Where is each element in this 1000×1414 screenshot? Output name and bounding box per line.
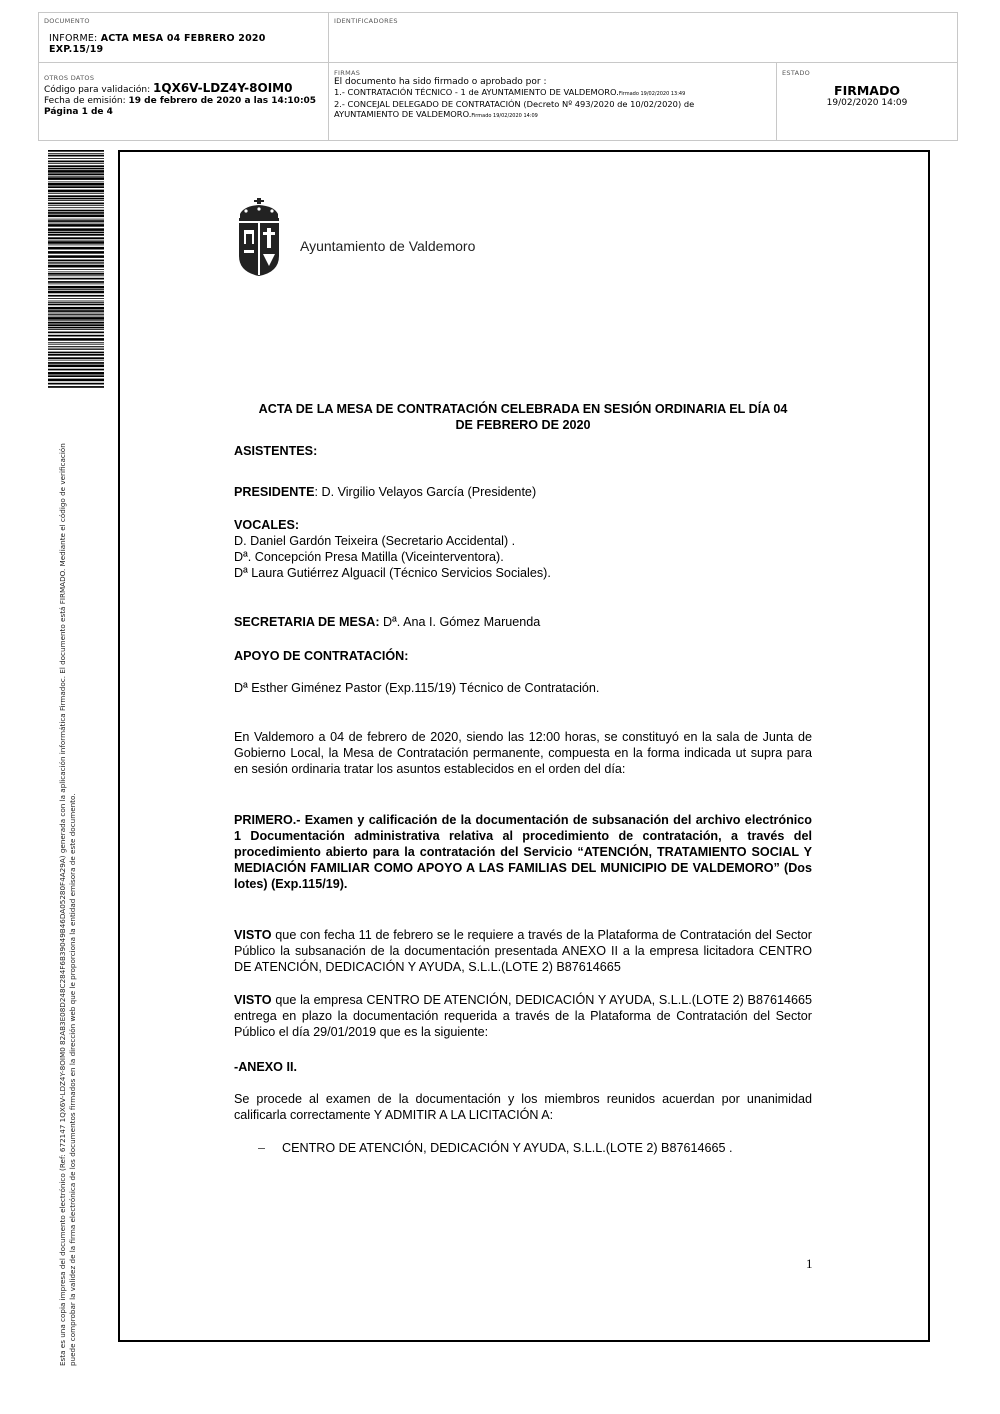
- barcode-bar: [48, 155, 104, 157]
- barcode-bar: [48, 314, 104, 315]
- title-line-2: DE FEBRERO DE 2020: [455, 418, 591, 432]
- documento-cell: [39, 13, 329, 63]
- barcode-bar: [48, 375, 104, 377]
- barcode-bar: [48, 200, 104, 201]
- barcode-bar: [48, 215, 104, 218]
- barcode-bar: [48, 379, 104, 382]
- visto-text-1: que con fecha 11 de febrero se le requiere a través de la Plataforma de Contratación del Sector Público la subsanación de la documentación presentada ANEXO II a la empresa licitadora CENTRO DE ATENCIÓN, DEDICACIÓN Y AYUDA, S.L.L.(LOTE 2) B87614665: [234, 928, 812, 974]
- firma-1-stamp: Firmado 19/02/2020 13:49: [618, 91, 686, 97]
- barcode-bar: [48, 272, 104, 273]
- barcode-bar: [48, 224, 104, 227]
- barcode-bar: [48, 304, 104, 306]
- barcode-bar: [48, 186, 104, 188]
- barcode-bar: [48, 275, 104, 276]
- barcode-bar: [48, 223, 104, 224]
- barcode-bar: [48, 313, 104, 314]
- barcode-bar: [48, 220, 104, 222]
- barcode-bar: [48, 383, 104, 385]
- barcode-bar: [48, 349, 104, 350]
- barcode-bar: [48, 273, 104, 275]
- fecha-label: Fecha de emisión:: [44, 96, 126, 106]
- barcode-bar: [48, 357, 104, 359]
- barcode-bar: [48, 295, 104, 297]
- barcode-bar: [48, 372, 104, 375]
- barcode-bar: [48, 352, 104, 354]
- documento-label: DOCUMENTO: [44, 17, 90, 25]
- barcode-bar: [48, 322, 104, 324]
- barcode-bar: [48, 158, 104, 159]
- barcode-bar: [48, 205, 104, 206]
- firma-2-text-a: 2.- CONCEJAL DELEGADO DE CONTRATACIÓN (Decreto Nº 493/2020 de 10/02/2020) de: [334, 99, 695, 109]
- visto-label-1: VISTO: [234, 928, 272, 942]
- barcode-bar: [48, 369, 104, 371]
- vocal-1: D. Daniel Gardón Teixeira (Secretario Accidental) .: [234, 534, 516, 548]
- barcode-bar: [48, 190, 104, 193]
- procede-paragraph: Se procede al examen de la documentación y los miembros reunidos acuerdan por unanimidad calificarla correctamente Y ADMITIR A LA LICITACIÓN A:: [234, 1092, 812, 1122]
- barcode-bar: [48, 316, 104, 317]
- firmas-label: FIRMAS: [334, 69, 361, 77]
- apoyo-value: Dª Esther Giménez Pastor (Exp.115/19) Técnico de Contratación.: [234, 681, 600, 695]
- barcode-bar: [48, 170, 104, 173]
- barcode-bar: [48, 219, 104, 220]
- barcode-bar: [48, 302, 104, 303]
- side-text-line-2: puede comprobar la validez de la firma electrónica de los documentos firmados en la dirección web que le proporciona la entidad emisora de este documento.: [67, 793, 77, 1366]
- primero-paragraph: PRIMERO.- Examen y calificación de la documentación de subsanación del archivo electrónico 1 Documentación administrativa relativa al procedimiento de contratación, a través del procedimiento abierto para la contratación del Servicio “ATENCIÓN, TRATAMIENTO SOCIAL Y MEDIACIÓN FAMILIAR COMO APOYO A LAS FAMILIAS DEL MUNICIPIO DE VALDEMORO” (Dos lotes) (Exp.115/19).: [234, 813, 812, 891]
- estado-cell: [777, 63, 957, 140]
- barcode-bar: [48, 317, 104, 320]
- barcode: [48, 150, 104, 388]
- barcode-bar: [48, 207, 104, 208]
- barcode-bar: [48, 176, 104, 177]
- identificadores-label: IDENTIFICADORES: [334, 17, 398, 25]
- coat-of-arms-icon: [234, 198, 284, 278]
- barcode-bar: [48, 338, 104, 341]
- barcode-bar: [48, 165, 104, 167]
- codigo-row: [44, 83, 323, 96]
- barcode-bar: [48, 365, 104, 368]
- barcode-bar: [48, 251, 104, 254]
- firma-2: [334, 99, 771, 121]
- barcode-bar: [48, 183, 104, 186]
- page-number: 1: [806, 1256, 813, 1271]
- asistentes-heading: ASISTENTES:: [234, 444, 318, 458]
- barcode-bar: [48, 177, 104, 180]
- barcode-bar: [48, 320, 104, 321]
- side-text-line-1: Esta es una copia impresa del documento electrónico (Ref: 672147 1QX6V-LDZ4Y-8OIM0 82AB3E08D248C284F6B39049B46DA05280F4A29A) generada con la aplicación informática Firmadoc. El documento está FIRMADO. Mediante el código de verificación: [58, 443, 67, 1366]
- intro-paragraph: En Valdemoro a 04 de febrero de 2020, siendo las 12:00 horas, se constituyó en la sala de Junta de Gobierno Local, la Mesa de Contratación permanente, compuesta en la forma indicada ut supra para en sesión ordinaria tratar los asuntos establecidos en el orden del día:: [234, 730, 812, 776]
- barcode-bar: [48, 245, 104, 246]
- barcode-bar: [48, 284, 104, 285]
- estado-value: FIRMADO: [834, 83, 900, 98]
- barcode-bar: [48, 278, 104, 280]
- firmas-intro: El documento ha sido firmado o aprobado por :: [334, 77, 547, 87]
- firmas-cell: [329, 63, 777, 140]
- barcode-bar: [48, 182, 104, 183]
- vocales-heading: VOCALES:: [234, 518, 300, 532]
- barcode-bar: [48, 255, 104, 258]
- barcode-bar: [48, 262, 104, 263]
- barcode-bar: [48, 344, 104, 345]
- barcode-bar: [48, 161, 104, 163]
- anexo-heading: -ANEXO II.: [234, 1060, 297, 1074]
- barcode-bar: [48, 307, 104, 310]
- ayuntamiento-logo-text: Ayuntamiento de Valdemoro: [300, 238, 476, 254]
- fecha-row: [44, 96, 323, 107]
- barcode-bar: [48, 360, 104, 361]
- firma-2-text-b: AYUNTAMIENTO DE VALDEMORO.: [334, 109, 472, 119]
- barcode-bar: [48, 310, 104, 312]
- barcode-bar: [48, 335, 104, 337]
- firma-1-text: 1.- CONTRATACIÓN TÉCNICO - 1 de AYUNTAMIENTO DE VALDEMORO.: [334, 87, 619, 97]
- barcode-bar: [48, 329, 104, 330]
- informe-value: ACTA MESA 04 FEBRERO 2020 EXP.15/19: [49, 33, 266, 55]
- barcode-bar: [48, 327, 104, 329]
- secretaria-value: Dª. Ana I. Gómez Maruenda: [379, 615, 541, 629]
- barcode-bar: [48, 291, 104, 294]
- barcode-bar: [48, 193, 104, 194]
- vocales-block: [234, 517, 812, 581]
- barcode-bar: [48, 354, 104, 356]
- barcode-bar: [48, 203, 104, 205]
- title-line-1: ACTA DE LA MESA DE CONTRATACIÓN CELEBRADA EN SESIÓN ORDINARIA EL DÍA 04: [258, 402, 788, 416]
- visto-label-2: VISTO: [234, 993, 272, 1007]
- estado-date: 19/02/2020 14:09: [826, 98, 908, 108]
- informe-title: [49, 33, 323, 55]
- otros-datos-cell: [39, 63, 329, 140]
- barcode-bar: [48, 232, 104, 234]
- barcode-bar: [48, 348, 104, 349]
- estado-label: ESTADO: [782, 69, 811, 77]
- barcode-bar: [48, 332, 104, 334]
- barcode-bar: [48, 241, 104, 244]
- barcode-bar: [48, 263, 104, 264]
- admitted-list: [234, 1140, 812, 1156]
- barcode-bar: [48, 324, 104, 326]
- barcode-bar: [48, 210, 104, 212]
- document-metadata-header: [38, 12, 958, 141]
- otros-datos-label: OTROS DATOS: [44, 74, 95, 82]
- barcode-bar: [48, 173, 104, 175]
- barcode-bar: [48, 289, 104, 290]
- fecha-value: 19 de febrero de 2020 a las 14:10:05: [128, 96, 317, 106]
- visto-paragraph-1: [234, 927, 812, 975]
- secretaria-line: [234, 614, 812, 630]
- apoyo-heading: APOYO DE CONTRATACIÓN:: [234, 649, 409, 663]
- barcode-bar: [48, 269, 104, 270]
- barcode-bar: [48, 346, 104, 347]
- barcode-bar: [48, 237, 104, 239]
- barcode-bar: [48, 195, 104, 197]
- barcode-bar: [48, 234, 104, 236]
- barcode-bar: [48, 212, 104, 214]
- barcode-bar: [48, 260, 104, 262]
- barcode-bar: [48, 228, 104, 231]
- firma-1: [334, 87, 771, 99]
- barcode-bar: [48, 301, 104, 302]
- barcode-bar: [48, 163, 104, 164]
- barcode-bar: [48, 286, 104, 289]
- barcode-bar: [48, 150, 104, 152]
- secretaria-label: SECRETARIA DE MESA:: [234, 615, 380, 629]
- barcode-bar: [48, 247, 104, 250]
- vocal-2: Dª. Concepción Presa Matilla (Viceinterventora).: [234, 550, 504, 564]
- codigo-label: Código para validación:: [44, 85, 151, 95]
- presidente-value: : D. Virgilio Velayos García (Presidente): [314, 485, 537, 499]
- visto-text-2: que la empresa CENTRO DE ATENCIÓN, DEDICACIÓN Y AYUDA, S.L.L.(LOTE 2) B87614665 entrega en plazo la documentación requerida a través de la Plataforma de Contratación del Sector Público el día 29/01/2019 que es la siguiente:: [234, 993, 812, 1039]
- presidente-label: PRESIDENTE: [234, 485, 315, 499]
- document-title: [234, 401, 812, 433]
- barcode-bar: [48, 362, 104, 364]
- pagina-info: Página 1 de 4: [44, 107, 113, 117]
- vocal-3: Dª Laura Gutiérrez Alguacil (Técnico Servicios Sociales).: [234, 566, 551, 580]
- firma-2-stamp: Firmado 19/02/2020 14:09: [471, 113, 538, 119]
- visto-paragraph-2: [234, 992, 812, 1040]
- presidente-line: [234, 484, 812, 500]
- identificadores-cell: [329, 13, 957, 63]
- codigo-value: 1QX6V-LDZ4Y-8OIM0: [153, 81, 293, 95]
- barcode-bar: [48, 265, 104, 268]
- barcode-bar: [48, 240, 104, 241]
- barcode-bar: [48, 281, 104, 283]
- barcode-bar: [48, 342, 104, 343]
- barcode-bar: [48, 153, 104, 154]
- barcode-bar: [48, 386, 104, 388]
- admitted-item: CENTRO DE ATENCIÓN, DEDICACIÓN Y AYUDA, S.L.L.(LOTE 2) B87614665 .: [282, 1141, 733, 1155]
- bullet-dash: –: [258, 1141, 266, 1155]
- informe-prefix: INFORME:: [49, 33, 98, 44]
- barcode-bar: [48, 168, 104, 170]
- barcode-bar: [48, 198, 104, 200]
- verification-side-text: [58, 443, 77, 1366]
- barcode-bar: [48, 298, 104, 299]
